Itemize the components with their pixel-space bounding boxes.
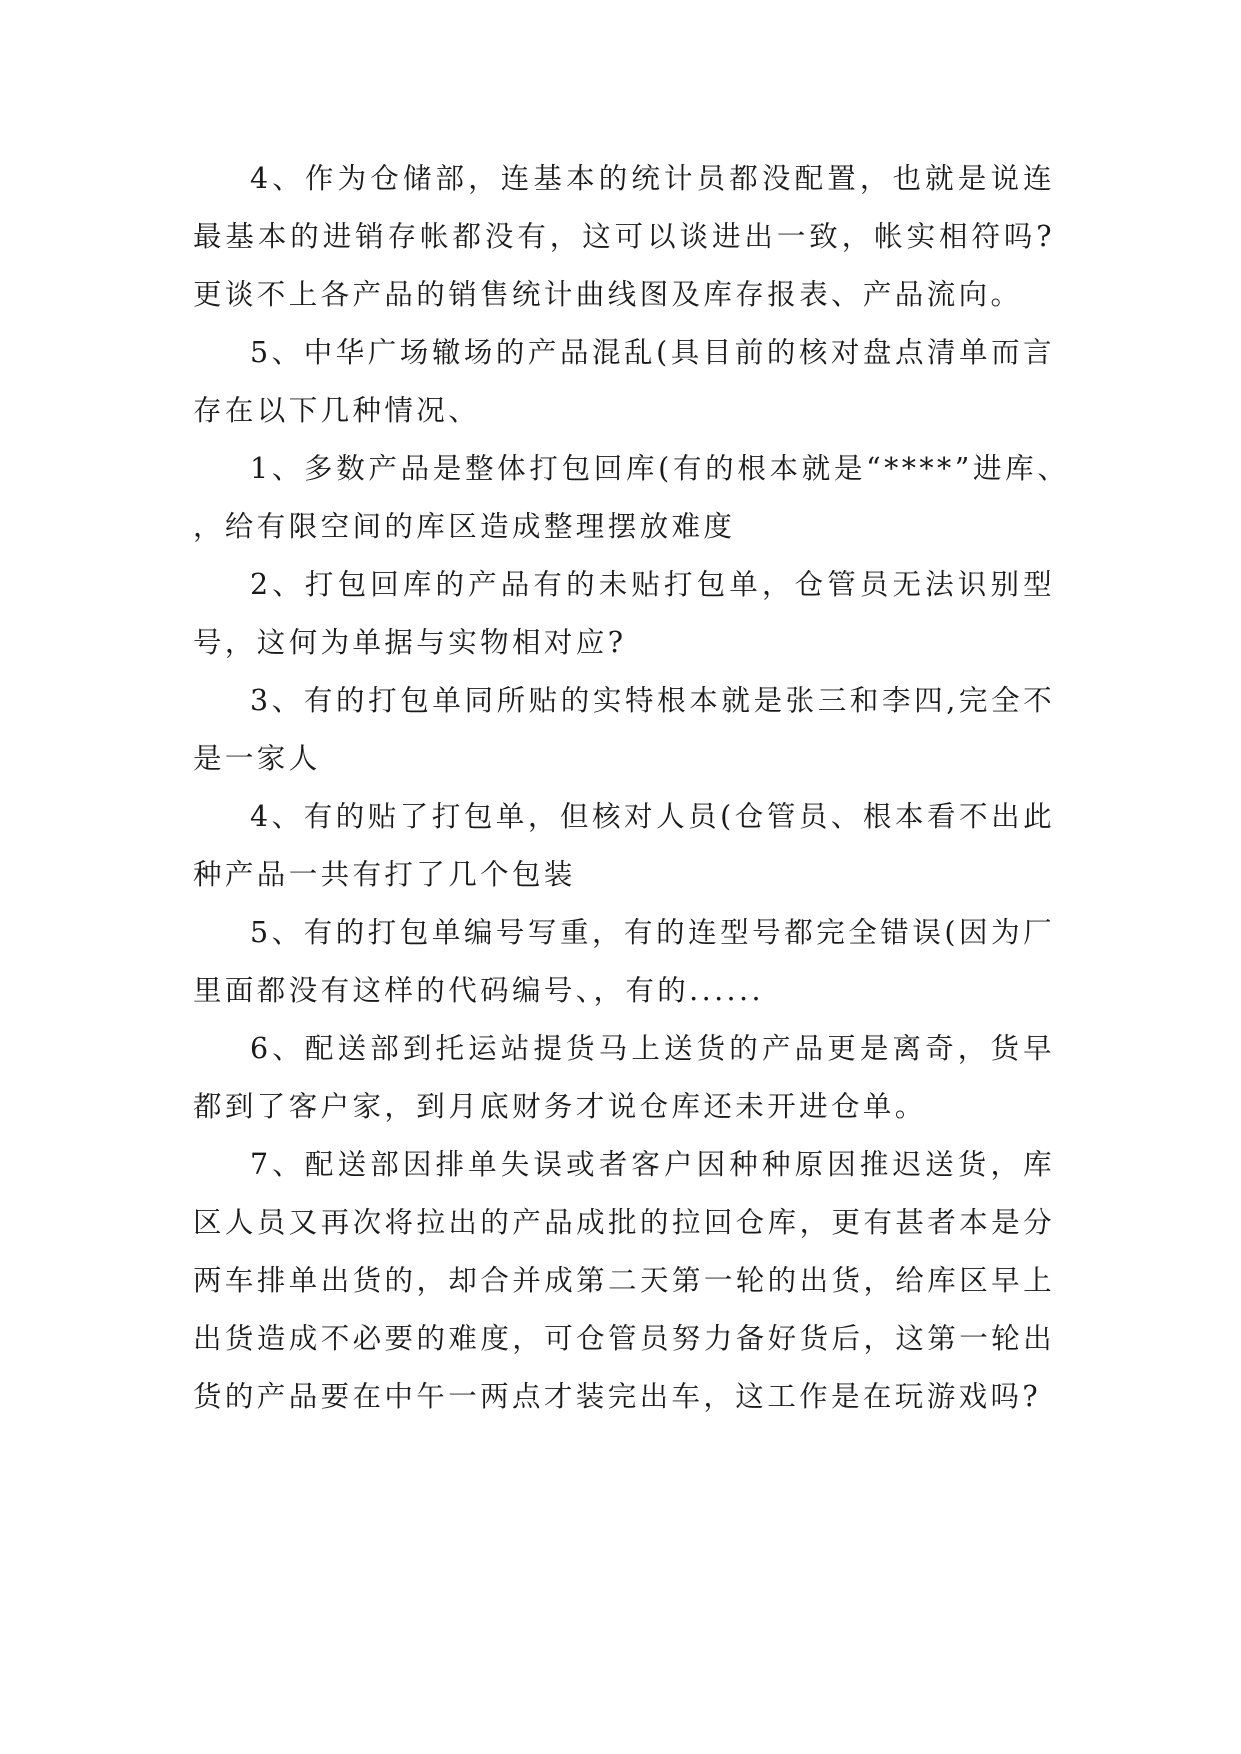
paragraph-item-2: 2、打包回库的产品有的未贴打包单，仓管员无法识别型号，这何为单据与实物相对应? (193, 568, 1055, 659)
paragraph-6-delivery: 6、配送部到托运站提货马上送货的产品更是离奇，货早都到了客户家，到月底财务才说仓库还未开进仓单。 (193, 1032, 1055, 1123)
paragraph-item-3: 3、有的打包单同所贴的实特根本就是张三和李四,完全不是一家人 (193, 684, 1055, 775)
document-body (193, 150, 1055, 1426)
paragraph-item-1: 1、多数产品是整体打包回库(有的根本就是“****”进库、，给有限空间的库区造成整理摆放难度 (193, 452, 1055, 543)
paragraph-5-product-chaos: 5、中华广场辙场的产品混乱(具目前的核对盘点清单而言存在以下几种情况、 (193, 336, 1055, 427)
paragraph-item-4: 4、有的贴了打包单，但核对人员(仓管员、根本看不出此种产品一共有打了几个包装 (193, 800, 1055, 891)
paragraph-7-scheduling: 7、配送部因排单失误或者客户因种种原因推迟送货，库区人员又再次将拉出的产品成批的拉回仓库，更有甚者本是分两车排单出货的，却合并成第二天第一轮的出货，给库区早上出货造成不必要的难度，可仓管员努力备好货后，这第一轮出货的产品要在中午一两点才装完出车，这工作是在玩游戏吗? (193, 1148, 1055, 1413)
paragraph-4-warehouse-staffing: 4、作为仓储部，连基本的统计员都没配置，也就是说连最基本的进销存帐都没有，这可以谈进出一致，帐实相符吗?更谈不上各产品的销售统计曲线图及库存报表、产品流向。 (193, 162, 1055, 311)
paragraph-item-5: 5、有的打包单编号写重，有的连型号都完全错误(因为厂里面都没有这样的代码编号、，有的...... (193, 916, 1055, 1007)
